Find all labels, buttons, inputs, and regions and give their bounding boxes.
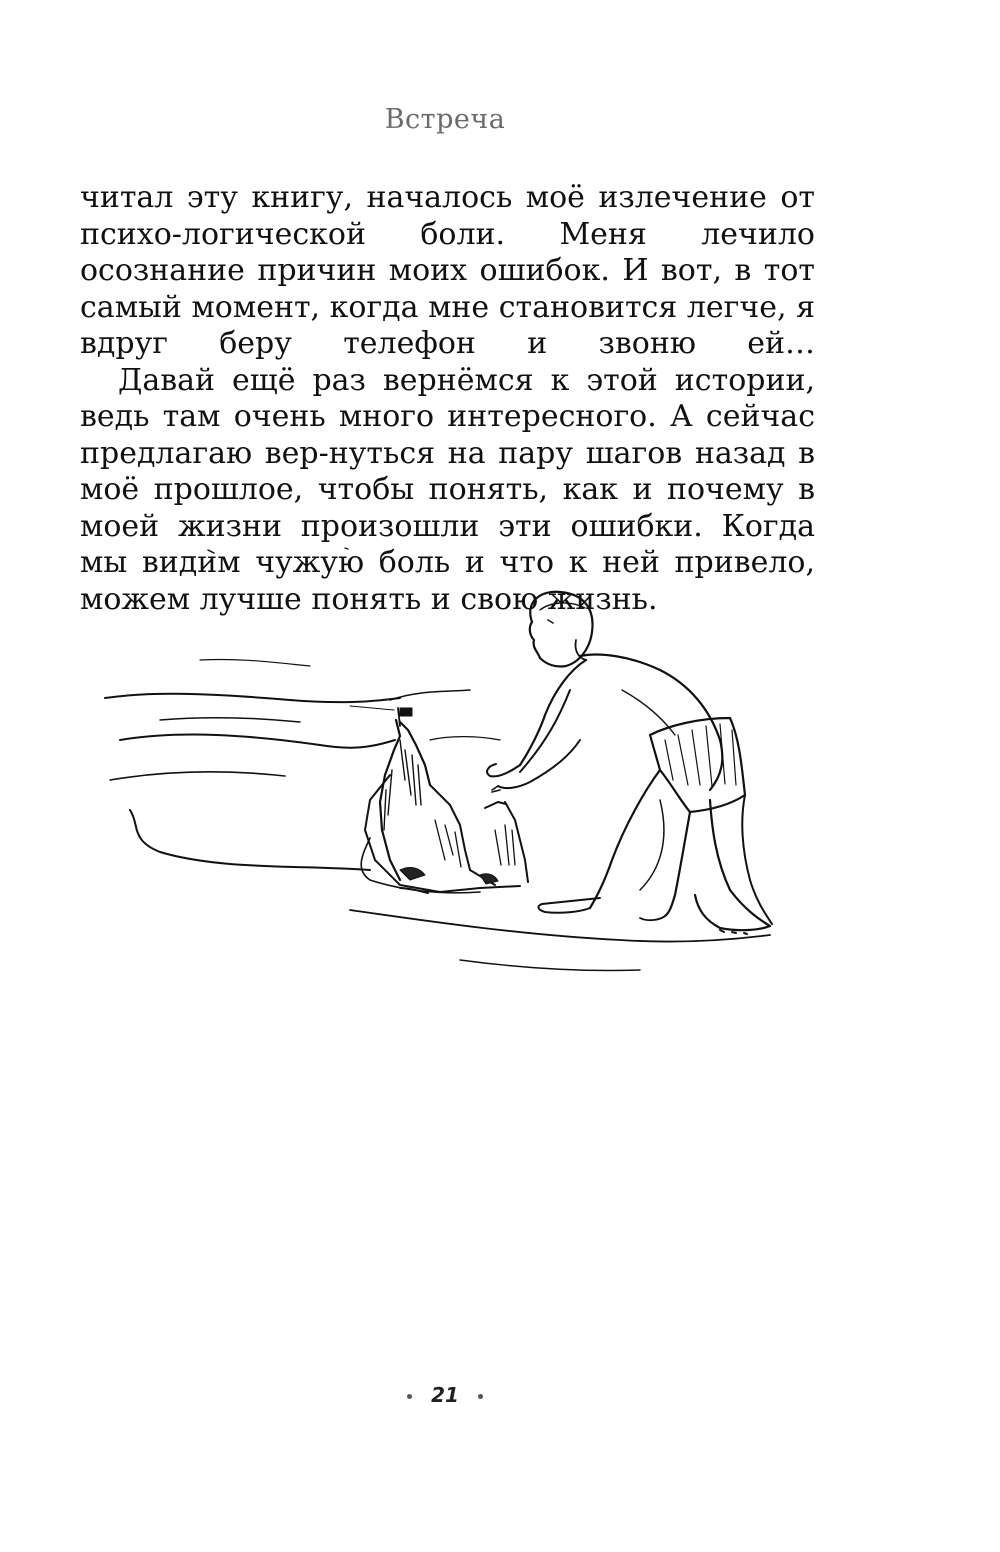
page-number-value: 21 (431, 1383, 459, 1407)
boy-building-sandcastle-illustration (100, 540, 820, 980)
page-number (0, 1383, 890, 1407)
paragraph-1: читал эту книгу, началось моё излечение от психо-логической боли. Меня лечило осознание причин моих ошибок. И вот, в тот самый момент, когда мне становится легче, я вдруг беру телефон и звоню ей… (80, 180, 815, 361)
running-head: Встреча (384, 104, 506, 135)
paragraph-2: Давай ещё раз вернёмся к этой истории, ведь там очень много интересного. А сейчас предлагаю вер-нуться на пару шагов назад в моё прошлое, чтобы понять, как и почему в моей жизни произошли эти ошибки. Когда мы видим чужую боль и что к ней привело, можем лучше понять и свою жизнь. (80, 362, 815, 617)
folio-dot-left-icon (407, 1394, 412, 1399)
folio-dot-right-icon (478, 1394, 483, 1399)
